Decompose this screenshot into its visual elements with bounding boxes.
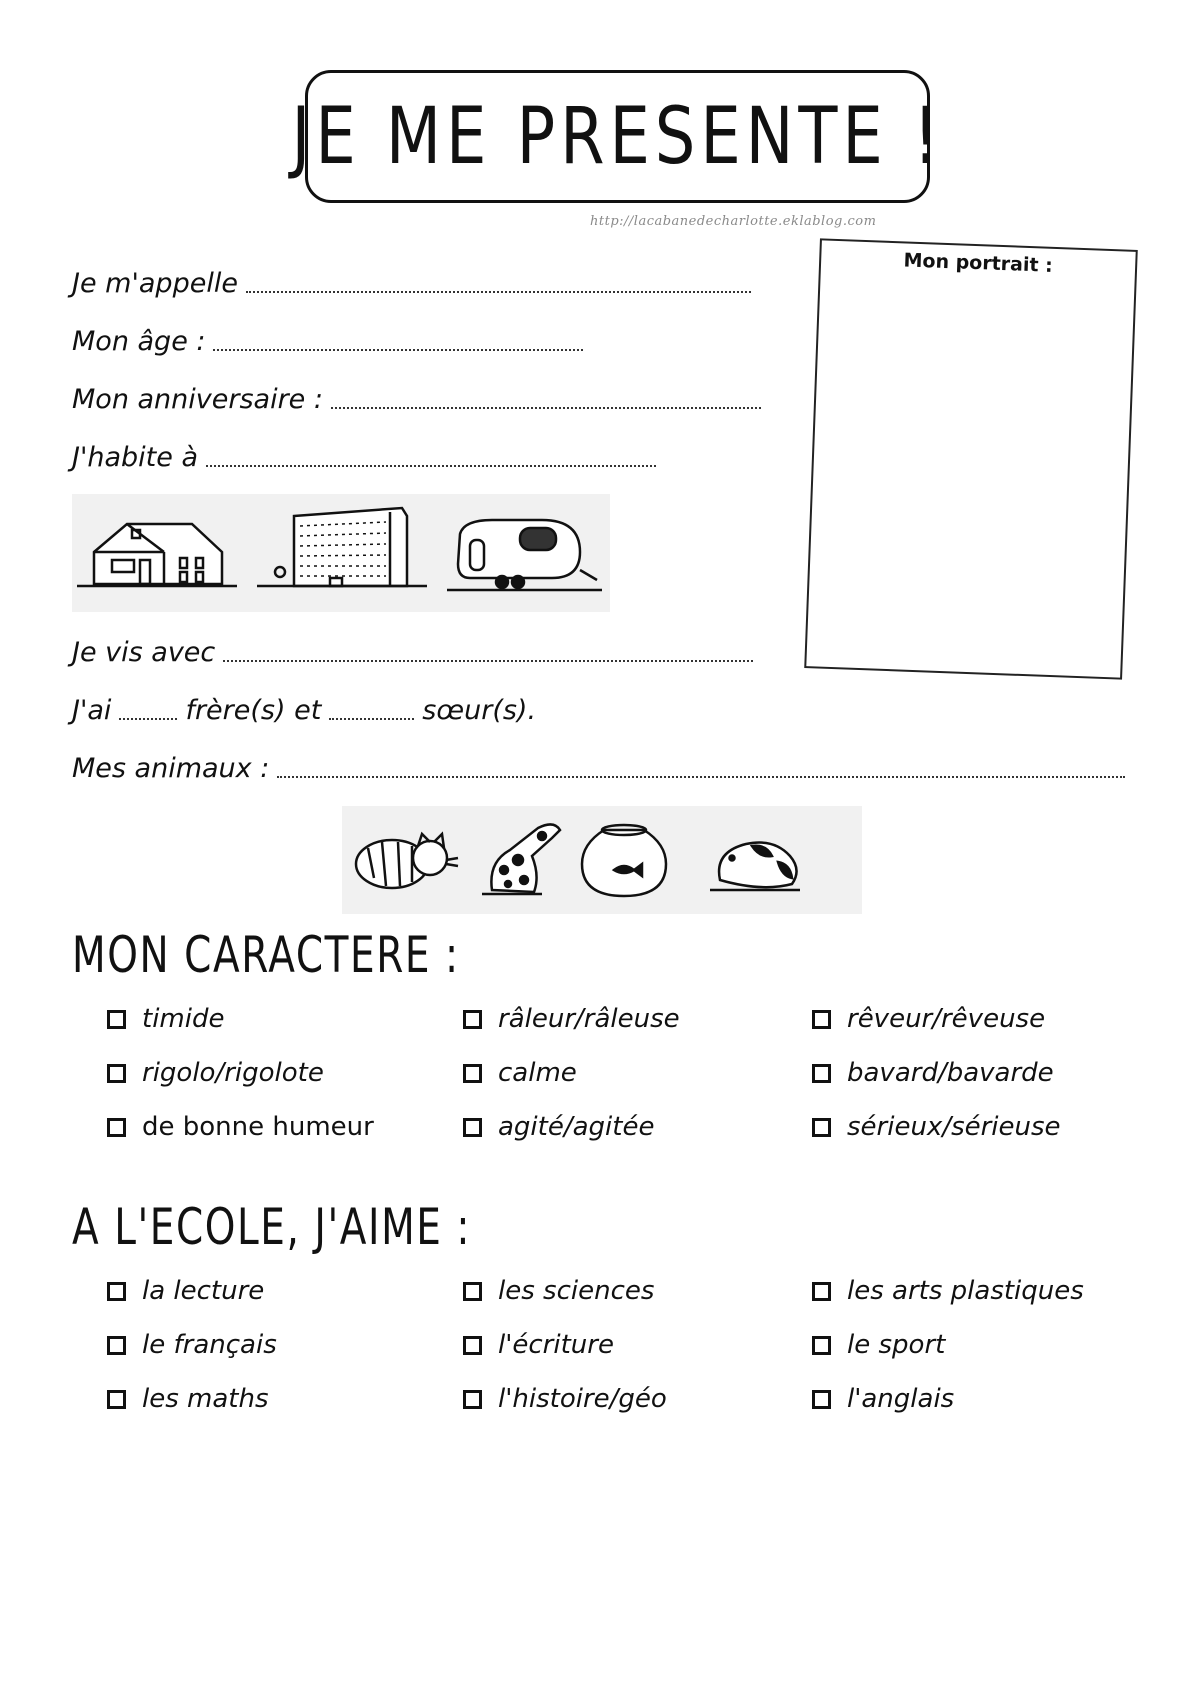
checkbox-label: rêveur/rêveuse (847, 1004, 1046, 1034)
checkbox-label: calme (498, 1058, 577, 1088)
checkbox[interactable] (107, 1390, 126, 1409)
checkbox-label: rigolo/rigolote (142, 1058, 324, 1088)
checkbox-option[interactable] (812, 1004, 1045, 1034)
lives-in-field[interactable] (72, 439, 656, 473)
source-url: http://lacabanedecharlotte.eklablog.com (590, 214, 877, 229)
checkbox-option[interactable] (463, 1384, 667, 1414)
checkbox[interactable] (463, 1118, 482, 1137)
checkbox-option[interactable] (463, 1276, 654, 1306)
checkbox-label: agité/agitée (498, 1112, 655, 1142)
checkbox-label: sérieux/sérieuse (847, 1112, 1061, 1142)
checkbox-label: les maths (142, 1384, 269, 1414)
name-field[interactable] (72, 265, 751, 299)
checkbox[interactable] (107, 1336, 126, 1355)
character-section-title: MON CARACTERE : (72, 926, 460, 984)
portrait-label: Mon portrait : (903, 249, 1054, 277)
checkbox-option[interactable] (107, 1112, 374, 1142)
checkbox-option[interactable] (463, 1330, 614, 1360)
siblings-label-2: frère(s) et (185, 695, 322, 726)
checkbox-label: les sciences (498, 1276, 655, 1306)
checkbox-label: le sport (847, 1330, 946, 1360)
pets-label: Mes animaux : (72, 753, 270, 784)
siblings-label-1: J'ai (72, 695, 112, 726)
checkbox-option[interactable] (812, 1330, 945, 1360)
name-label: Je m'appelle (72, 268, 238, 299)
checkbox[interactable] (107, 1010, 126, 1029)
name-blank[interactable] (246, 287, 751, 293)
pet-pictures (342, 806, 862, 914)
checkbox-label: râleur/râleuse (498, 1004, 680, 1034)
siblings-field[interactable] (72, 692, 536, 726)
birthday-label: Mon anniversaire : (72, 384, 323, 415)
birthday-blank[interactable] (331, 403, 761, 409)
dog-icon (482, 824, 560, 894)
checkbox-option[interactable] (107, 1276, 264, 1306)
lives-with-field[interactable] (72, 634, 753, 668)
cat-icon (356, 834, 458, 888)
portrait-frame[interactable] (804, 238, 1138, 679)
title-box (291, 70, 944, 203)
checkbox[interactable] (463, 1336, 482, 1355)
pets-field[interactable] (72, 750, 1125, 784)
checkbox[interactable] (812, 1336, 831, 1355)
checkbox-option[interactable] (107, 1384, 269, 1414)
siblings-label-3: sœur(s). (422, 695, 537, 726)
checkbox[interactable] (463, 1390, 482, 1409)
guinea-pig-icon (710, 843, 800, 891)
checkbox[interactable] (107, 1282, 126, 1301)
checkbox[interactable] (463, 1064, 482, 1083)
checkbox-option[interactable] (812, 1384, 954, 1414)
caravan-icon (447, 520, 602, 590)
checkbox[interactable] (812, 1064, 831, 1083)
checkbox[interactable] (812, 1390, 831, 1409)
sisters-blank[interactable] (329, 714, 414, 720)
age-label: Mon âge : (72, 326, 206, 357)
checkbox[interactable] (107, 1064, 126, 1083)
apartment-building-icon (257, 508, 427, 586)
checkbox-label: le français (142, 1330, 277, 1360)
checkbox[interactable] (463, 1282, 482, 1301)
checkbox-option[interactable] (107, 1058, 324, 1088)
checkbox[interactable] (107, 1118, 126, 1137)
lives-with-label: Je vis avec (72, 637, 216, 668)
checkbox-option[interactable] (463, 1058, 577, 1088)
house-icon (77, 524, 237, 586)
checkbox-label: bavard/bavarde (847, 1058, 1054, 1088)
lives-in-label: J'habite à (72, 442, 199, 473)
checkbox-label: l'histoire/géo (498, 1384, 667, 1414)
checkbox-option[interactable] (812, 1276, 1084, 1306)
age-field[interactable] (72, 323, 583, 357)
checkbox[interactable] (812, 1118, 831, 1137)
fishbowl-icon (582, 825, 666, 896)
brothers-blank[interactable] (119, 714, 177, 720)
checkbox-label: timide (142, 1004, 225, 1034)
housing-pictures (72, 494, 610, 612)
checkbox[interactable] (812, 1010, 831, 1029)
lives-with-blank[interactable] (223, 656, 753, 662)
checkbox-option[interactable] (107, 1330, 277, 1360)
checkbox-option[interactable] (812, 1058, 1054, 1088)
lives-in-blank[interactable] (206, 461, 656, 467)
checkbox[interactable] (812, 1282, 831, 1301)
checkbox-option[interactable] (812, 1112, 1061, 1142)
checkbox-option[interactable] (107, 1004, 224, 1034)
checkbox-option[interactable] (463, 1004, 680, 1034)
school-section-title: A L'ECOLE, J'AIME : (72, 1198, 472, 1256)
page-title: JE ME PRESENTE ! (291, 91, 944, 182)
checkbox[interactable] (463, 1010, 482, 1029)
birthday-field[interactable] (72, 381, 761, 415)
checkbox-label: la lecture (142, 1276, 265, 1306)
pets-blank[interactable] (277, 772, 1125, 778)
checkbox-label: l'anglais (847, 1384, 955, 1414)
checkbox-label: de bonne humeur (142, 1112, 374, 1142)
checkbox-label: l'écriture (498, 1330, 614, 1360)
checkbox-label: les arts plastiques (847, 1276, 1084, 1306)
checkbox-option[interactable] (463, 1112, 654, 1142)
age-blank[interactable] (213, 345, 583, 351)
